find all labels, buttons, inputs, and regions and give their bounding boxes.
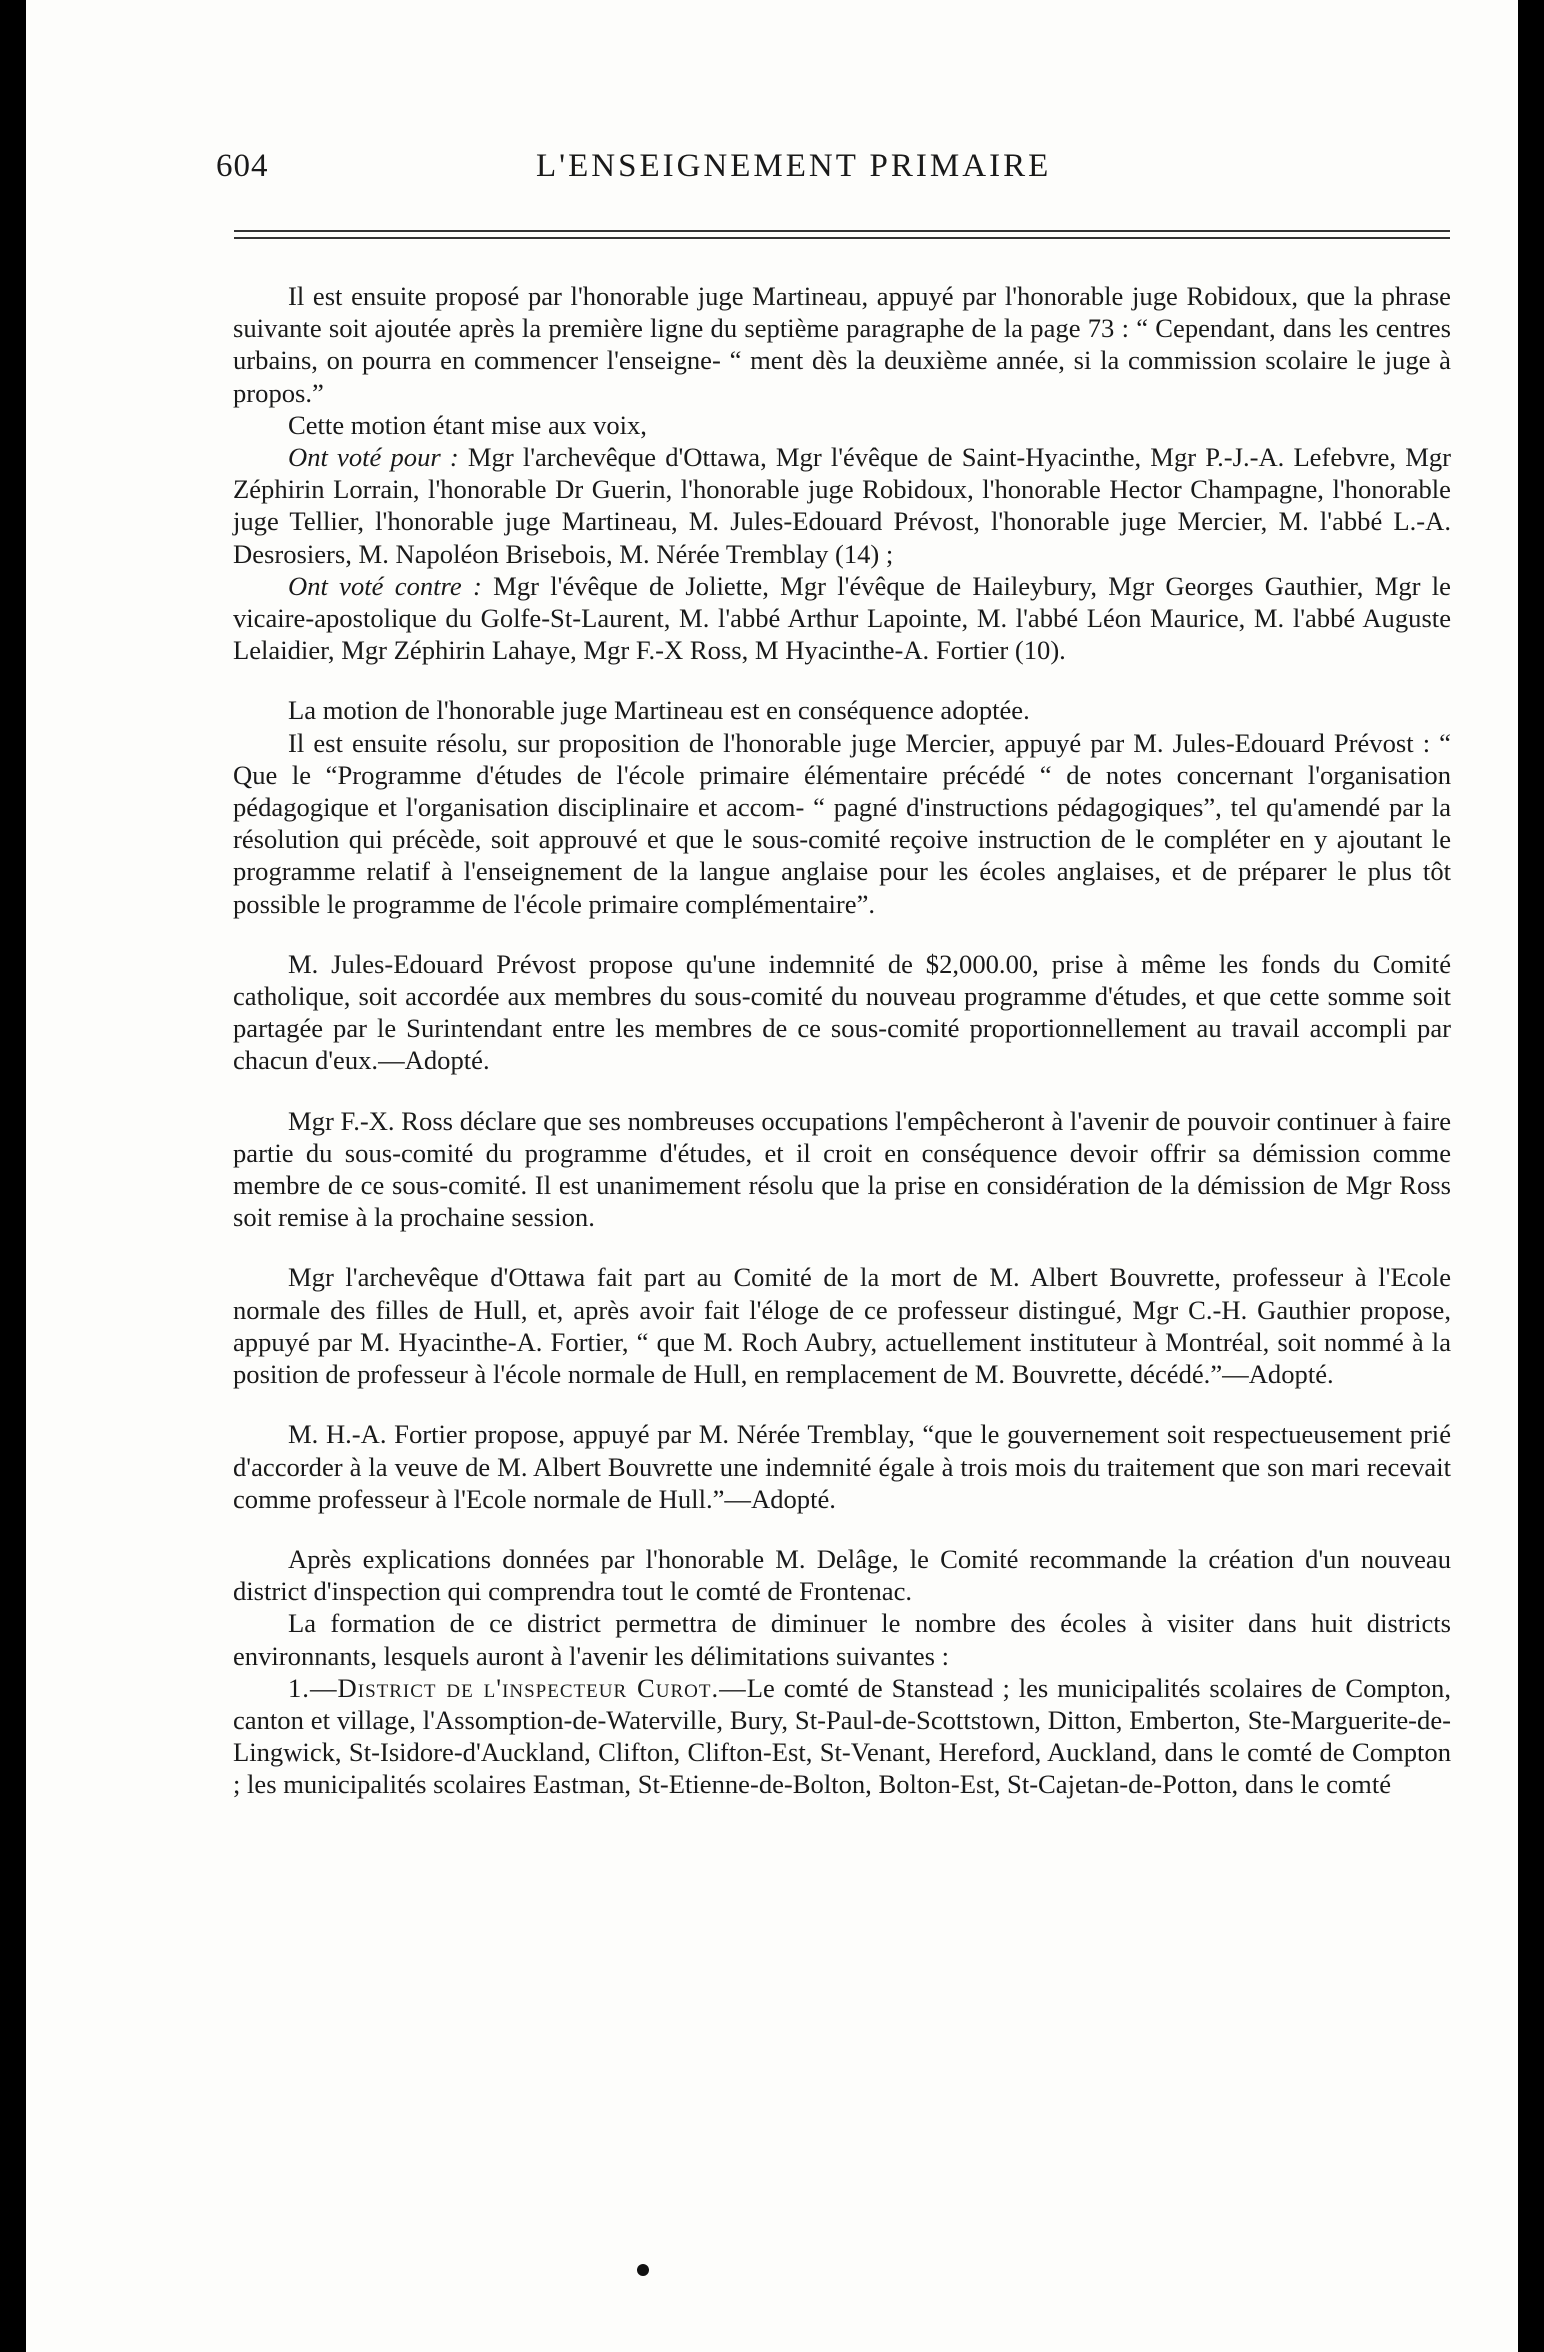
paragraph: Mgr F.-X. Ross déclare que ses nombreuses occupations l'empêcheront à l'avenir de pouvoir continuer à faire partie du sous-comité du programme d'études, et il croit en conséquence devoir offrir sa démission comme membre de ce sous-comité. Il est unanimement résolu que la prise en considération de la démission de Mgr Ross soit remise à la prochaine session.	[233, 1105, 1451, 1233]
paragraph: Il est ensuite résolu, sur proposition de l'honorable juge Mercier, appuyé par M. Jules-Edouard Prévost : “ Que le “Programme d'études de l'école primaire élémentaire précédé “ de notes concernant l'organisation pédagogique et l'organisation disciplinaire et accom- “ pagné d'instructions pédagogiques”, tel qu'amendé par la résolution qui précède, soit approuvé et que le sous-comité reçoive instruction de le compléter en y ajoutant le programme relatif à l'enseignement de la langue anglaise pour les écoles anglaises, et de préparer le plus tôt possible le programme de l'école primaire complémentaire”.	[233, 727, 1451, 919]
paragraph: La formation de ce district permettra de diminuer le nombre des écoles à visiter dans huit districts environnants, lesquels auront à l'avenir les délimitations suivantes :	[233, 1608, 1451, 1671]
paragraph: Cette motion étant mise aux voix,	[288, 409, 647, 440]
vote-for-list: Mgr l'archevêque d'Ottawa, Mgr l'évêque de Saint-Hyacinthe, Mgr P.-J.-A. Lefebvre, Mgr Zéphirin Lorrain, l'honorable Dr Guerin, l'honorable juge Robidoux, l'honorable Hector Champagne, l'honorable juge Tellier, l'honorable juge Martineau, M. Jules-Edouard Prévost, l'honorable juge Mercier, M. l'abbé L.-A. Desrosiers, M. Napoléon Brisebois, M. Nérée Tremblay (14) ;	[233, 442, 1451, 569]
paragraph: Il est ensuite proposé par l'honorable juge Martineau, appuyé par l'honorable juge Robidoux, que la phrase suivante soit ajoutée après la première ligne du septième paragraphe de la page 73 : “ Cependant, dans les centres urbains, on pourra en commencer l'enseigne- “ ment dès la deuxième année, si la commission scolaire le juge à propos.”	[233, 281, 1451, 408]
footer-dot	[637, 2264, 649, 2276]
paragraph: Mgr l'archevêque d'Ottawa fait part au Comité de la mort de M. Albert Bouvrette, professeur à l'Ecole normale des filles de Hull, et, après avoir fait l'éloge de ce professeur distingué, Mgr C.-H. Gauthier propose, appuyé par M. Hyacinthe-A. Fortier, “ que M. Roch Aubry, actuellement instituteur à Montréal, soit nommé à la position de professeur à l'école normale de Hull, en remplacement de M. Bouvrette, décédé.”—Adopté.	[233, 1262, 1451, 1390]
running-title: L'ENSEIGNEMENT PRIMAIRE	[536, 148, 1052, 184]
vote-against-paragraph	[233, 570, 1451, 667]
page-number: 604	[216, 148, 269, 184]
body-text	[233, 280, 1451, 1801]
vote-against-label: Ont voté contre :	[288, 570, 482, 601]
district-heading: 1.—District de l'inspecteur Curot.—	[288, 1672, 747, 1703]
district-paragraph	[233, 1672, 1451, 1801]
paragraph: M. H.-A. Fortier propose, appuyé par M. Nérée Tremblay, “que le gouvernement soit respectueusement prié d'accorder à la veuve de M. Albert Bouvrette une indemnité égale à trois mois du traitement que son mari recevait comme professeur à l'Ecole normale de Hull.”—Adopté.	[233, 1419, 1451, 1514]
document-page	[26, 0, 1518, 2352]
header-rule-top	[234, 230, 1450, 232]
vote-against-list: Mgr l'évêque de Joliette, Mgr l'évêque de Haileybury, Mgr Georges Gauthier, Mgr le vicaire-apostolique du Golfe-St-Laurent, M. l'abbé Arthur Lapointe, M. l'abbé Léon Maurice, M. l'abbé Auguste Lelaidier, Mgr Zéphirin Lahaye, Mgr F.-X Ross, M Hyacinthe-A. Fortier (10).	[233, 570, 1451, 666]
vote-for-label: Ont voté pour :	[288, 442, 459, 473]
header-rule-bottom	[234, 237, 1450, 239]
district-text: Le comté de Stanstead ; les municipalités scolaires de Compton, canton et village, l'Assomption-de-Waterville, Bury, St-Paul-de-Scottstown, Ditton, Emberton, Ste-Marguerite-de-Lingwick, St-Isidore-d'Auckland, Clifton, Clifton-Est, St-Venant, Hereford, Auckland, dans le comté de Compton ; les municipalités scolaires Eastman, St-Etienne-de-Bolton, Bolton-Est, St-Cajetan-de-Potton, dans le comté	[233, 1672, 1451, 1800]
vote-for-paragraph	[233, 441, 1451, 570]
paragraph: Après explications données par l'honorable M. Delâge, le Comité recommande la création d'un nouveau district d'inspection qui comprendra tout le comté de Frontenac.	[233, 1543, 1451, 1607]
page-header	[216, 148, 1456, 198]
paragraph: M. Jules-Edouard Prévost propose qu'une indemnité de $2,000.00, prise à même les fonds du Comité catholique, soit accordée aux membres du sous-comité du nouveau programme d'études, et que cette somme soit partagée par le Surintendant entre les membres de ce sous-comité proportionnellement au travail accompli par chacun d'eux.—Adopté.	[233, 948, 1451, 1076]
paragraph: La motion de l'honorable juge Martineau est en conséquence adoptée.	[288, 695, 1030, 726]
